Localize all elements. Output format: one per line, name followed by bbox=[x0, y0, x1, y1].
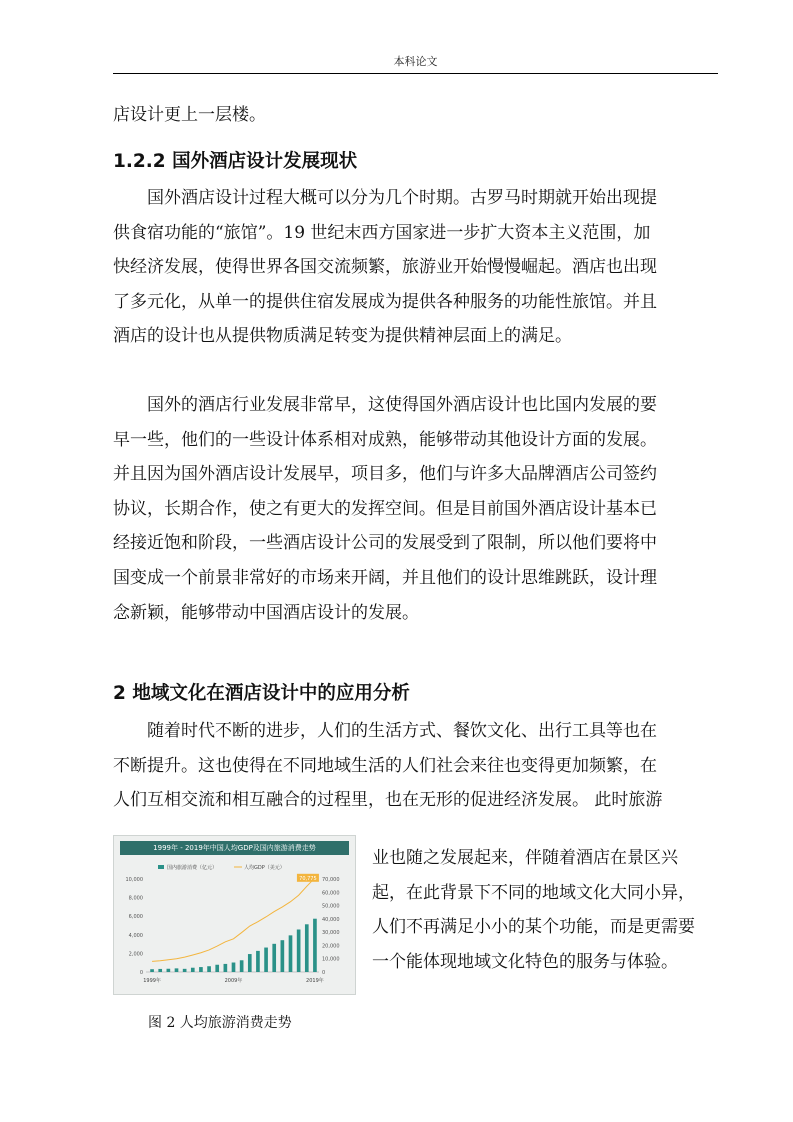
figure-caption: 图 2 人均旅游消费走势 bbox=[148, 1015, 292, 1031]
text-line: 国变成一个前景非常好的市场来开阔，并且他们的设计思维跳跃，设计理 bbox=[113, 567, 657, 588]
left-axis-tick-label: 4,000 bbox=[128, 932, 143, 939]
highlight-label: 70,775 bbox=[299, 875, 317, 882]
text-line: 协议，长期合作，使之有更大的发挥空间。但是目前国外酒店设计基本已 bbox=[113, 498, 657, 519]
text-line: 了多元化，从单一的提供住宿发展成为提供各种服务的功能性旅馆。并且 bbox=[113, 291, 657, 312]
paragraph-continuation bbox=[113, 98, 718, 133]
bar bbox=[150, 969, 154, 972]
text-line: 店设计更上一层楼。 bbox=[113, 105, 266, 125]
paragraph-1 bbox=[113, 181, 718, 354]
chart-svg bbox=[114, 836, 355, 994]
paragraph-2 bbox=[113, 388, 718, 630]
bar bbox=[297, 929, 301, 972]
right-axis-tick-label: 40,000 bbox=[322, 916, 340, 923]
left-axis-tick-label: 2,000 bbox=[128, 951, 143, 958]
x-tick-label: 2019年 bbox=[306, 978, 324, 984]
bar bbox=[240, 960, 244, 972]
text-line: 快经济发展，使得世界各国交流频繁，旅游业开始慢慢崛起。酒店也出现 bbox=[113, 257, 657, 278]
text-line: 念新颖，能够带动中国酒店设计的发展。 bbox=[113, 602, 419, 623]
paragraph-3 bbox=[113, 714, 718, 818]
text-line: 业也随之发展起来，伴随着酒店在景区兴 bbox=[372, 848, 678, 868]
text-line: 国外的酒店行业发展非常早，这使得国外酒店设计也比国内发展的要 bbox=[113, 395, 657, 415]
legend-label: 国内旅游消费（亿元） bbox=[167, 865, 218, 871]
figure-2-chart bbox=[113, 835, 356, 995]
bar bbox=[289, 935, 293, 972]
header-rule bbox=[113, 73, 718, 74]
section-heading-1-2-2: 1.2.2 国外酒店设计发展现状 bbox=[113, 151, 358, 172]
bar bbox=[158, 969, 162, 972]
bar bbox=[305, 924, 309, 972]
text-line: 早一些，他们的一些设计体系相对成熟，能够带动其他设计方面的发展。 bbox=[113, 429, 657, 450]
page-header: 本科论文 bbox=[393, 55, 438, 68]
bar bbox=[199, 967, 203, 972]
bar bbox=[281, 940, 285, 972]
left-axis-tick-label: 6,000 bbox=[128, 914, 143, 921]
right-axis-tick-label: 20,000 bbox=[322, 943, 340, 950]
left-axis-tick-label: 10,000 bbox=[125, 877, 143, 883]
right-axis-tick-label: 70,000 bbox=[322, 877, 340, 883]
text-line: 不断提升。这也使得在不同地域生活的人们社会来往也变得更加频繁，在 bbox=[113, 755, 657, 776]
chart-title: 1999年 - 2019年中国人均GDP及国内旅游消费走势 bbox=[120, 841, 349, 855]
bar bbox=[264, 948, 268, 972]
right-axis-tick-label: 10,000 bbox=[322, 956, 340, 963]
legend-swatch-bar bbox=[158, 865, 164, 869]
text-line: 国外酒店设计过程大概可以分为几个时期。古罗马时期就开始出现提 bbox=[113, 188, 657, 208]
text-line: 随着时代不断的进步，人们的生活方式、餐饮文化、出行工具等也在 bbox=[113, 721, 657, 741]
section-heading-2: 2 地域文化在酒店设计中的应用分析 bbox=[113, 683, 410, 704]
bar bbox=[215, 965, 219, 972]
bar bbox=[207, 966, 211, 972]
right-axis-tick-label: 60,000 bbox=[322, 890, 340, 897]
legend-label: 人均GDP（美元） bbox=[244, 865, 285, 871]
right-axis-tick-label: 50,000 bbox=[322, 903, 340, 910]
left-axis-tick-label: 8,000 bbox=[128, 895, 143, 902]
bar bbox=[167, 969, 171, 972]
left-axis-tick-label: 0 bbox=[139, 970, 143, 976]
x-tick-label: 1999年 bbox=[143, 978, 161, 984]
bar bbox=[224, 964, 228, 972]
text-line: 人们互相交流和相互融合的过程里，也在无形的促进经济发展。 此时旅游 bbox=[113, 790, 663, 811]
bar bbox=[232, 963, 236, 972]
right-axis-tick-label: 0 bbox=[322, 970, 326, 976]
bar bbox=[175, 968, 179, 972]
text-line: 经接近饱和阶段，一些酒店设计公司的发展受到了限制，所以他们要将中 bbox=[113, 533, 657, 554]
text-line: 一个能体现地域文化特色的服务与体验。 bbox=[372, 951, 678, 972]
right-axis-tick-label: 30,000 bbox=[322, 930, 340, 937]
text-line: 酒店的设计也从提供物质满足转变为提供精神层面上的满足。 bbox=[113, 326, 572, 347]
text-line: 人们不再满足小小的某个功能，而是更需要 bbox=[372, 917, 695, 938]
text-line: 并且因为国外酒店设计发展早，项目多，他们与许多大品牌酒店公司签约 bbox=[113, 464, 657, 485]
bar bbox=[248, 954, 252, 972]
text-line: 起，在此背景下不同的地域文化大同小异， bbox=[372, 882, 695, 903]
x-tick-label: 2009年 bbox=[224, 978, 243, 984]
bar bbox=[313, 919, 317, 972]
paragraph-3-wrapped bbox=[372, 841, 718, 979]
text-line: 供食宿功能的“旅馆”。19 世纪末西方国家进一步扩大资本主义范围，加 bbox=[113, 222, 651, 243]
bar bbox=[191, 968, 195, 972]
bar bbox=[183, 969, 187, 972]
bar bbox=[272, 944, 276, 972]
bar bbox=[256, 951, 260, 972]
